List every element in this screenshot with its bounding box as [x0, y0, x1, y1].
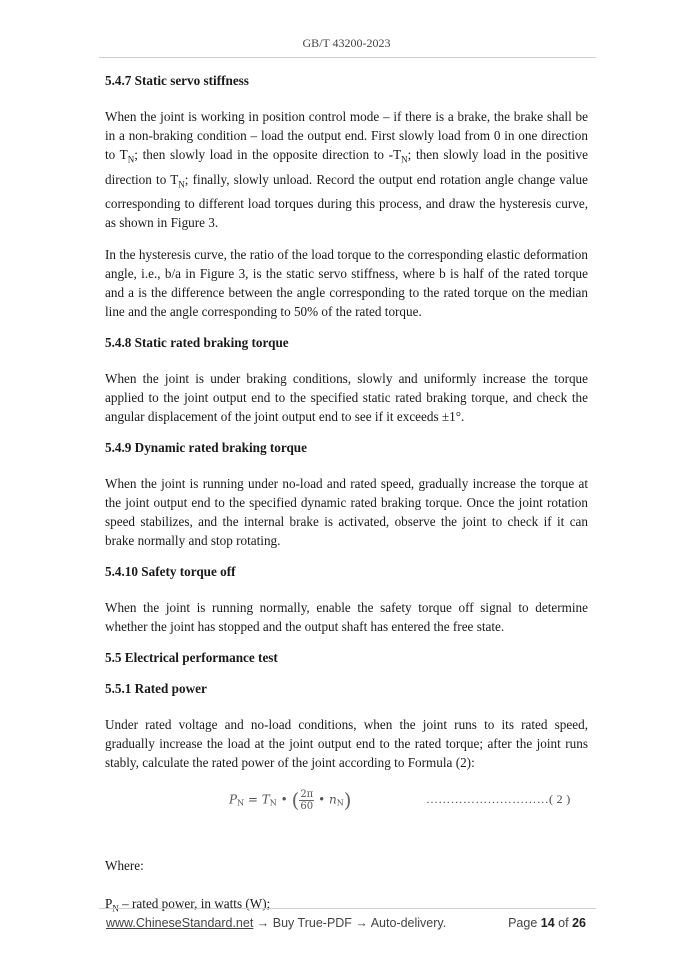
paragraph-5-5-1-1: Under rated voltage and no-load conditions, when the joint runs to its rated speed, gradually increase the load at the joint output end to the rated torque; after the joint runs stably, calculate the rated power of the joint according to Formula (2):: [105, 717, 588, 771]
paragraph-5-4-7-1: When the joint is working in position control mode – if there is a brake, the brake shall be in a non-braking condition – load the output end. First slowly load from 0 in one direction to $T_N$; then slowly load in the opposite direction to $-T_N$; then slowly load in the positive direction to $T_N$; finally, slowly unload. Record the output end rotation angle change value corresponding to different load torques during this process, and draw the hysteresis curve, as shown in Figure 3.: [105, 109, 588, 231]
page-indicator: Page 14 of 26: [508, 916, 586, 930]
section-title-5-5: 5.5 Electrical performance test: [105, 650, 278, 666]
paragraph-5-4-8-1: When the joint is under braking conditions, slowly and uniformly increase the torque applied to the joint output end to the specified static rated braking torque, and check the angular displacement of the joint output end to see if it exceeds ±1°.: [105, 371, 588, 425]
page-content: [105, 72, 588, 919]
paragraph-5-4-9-1: When the joint is running under no-load and rated speed, gradually increase the torque at the joint output end to the specified dynamic rated braking torque. Once the joint rotation speed stabilizes, and the internal brake is activated, observe the joint to check if it can brake normally and stop rotating.: [105, 476, 588, 549]
formula-fraction: $\frac{2\pi}{60}$: [300, 788, 314, 812]
header-divider: [99, 57, 596, 58]
section-title-5-4-8: 5.4.8 Static rated braking torque: [105, 335, 289, 351]
paragraph-5-4-7-2: In the hysteresis curve, the ratio of the load torque to the corresponding elastic deformation angle, i.e., b/a in Figure 3, is the static servo stiffness, where b is half of the rated torque and a is the difference between the angle corresponding to the rated torque on the median line and the angle corresponding to 50% of the rated torque.: [105, 247, 588, 320]
section-title-5-4-10: 5.4.10 Safety torque off: [105, 564, 236, 580]
definition-pn: $P_N$ – rated power, in watts (W);: [105, 896, 271, 914]
page-header: GB/T 43200-2023: [302, 36, 391, 50]
formula-2: [105, 782, 588, 826]
formula-expression: $P_N = T_N$ • ( $\frac{2\pi}{60}$ • $n_N$): [229, 788, 352, 813]
site-link[interactable]: www.ChineseStandard.net: [106, 916, 254, 930]
paragraph-5-4-10-1: When the joint is running normally, enable the safety torque off signal to determine whether the joint has stopped and the output shaft has entered the free state.: [105, 600, 588, 635]
section-title-5-5-1: 5.5.1 Rated power: [105, 681, 207, 697]
promo-text: → Buy True-PDF → Auto-delivery.: [253, 916, 447, 930]
section-title-5-4-7: 5.4.7 Static servo stiffness: [105, 73, 249, 88]
section-title-5-4-9: 5.4.9 Dynamic rated braking torque: [105, 440, 307, 456]
formula-number: …………………………( 2 ): [426, 792, 571, 807]
footer-divider: [99, 908, 596, 909]
page-footer: [106, 916, 586, 930]
where-label: Where:: [105, 858, 144, 874]
